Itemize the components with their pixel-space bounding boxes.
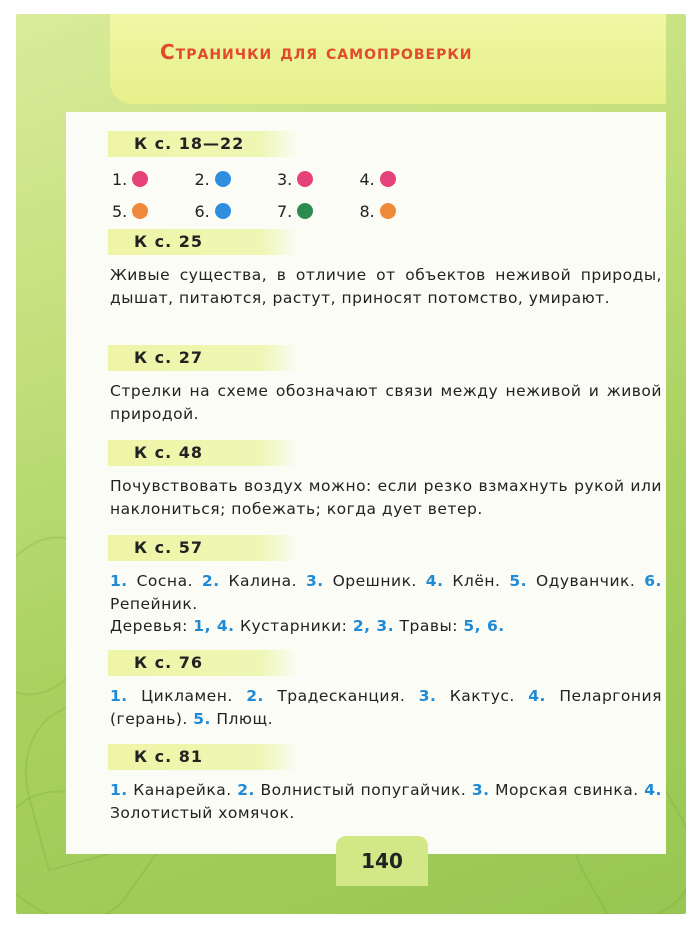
answer-item <box>112 202 195 221</box>
item-number: 5. <box>193 709 211 728</box>
answer-item <box>277 202 360 221</box>
group-label: Травы: <box>399 617 458 635</box>
answer-list <box>110 570 662 638</box>
answer-number: 6. <box>194 201 210 221</box>
answer-dot <box>297 203 313 219</box>
answer-number: 5. <box>112 201 128 221</box>
item-number: 2. <box>237 781 255 799</box>
item-number: 2. <box>246 687 264 705</box>
item-text: Плющ. <box>216 709 274 728</box>
section-header: К с. 57 <box>108 535 298 561</box>
page-number: 140 <box>361 849 403 873</box>
answer-text: Стрелки на схеме обозначают связи между неживой и живой природой. <box>110 382 662 423</box>
answer-row <box>112 195 442 227</box>
item-text: Пеларгония (герань). <box>110 687 662 728</box>
answer-item <box>195 202 278 221</box>
item-number: 3. <box>471 781 490 799</box>
answer-number: 8. <box>359 201 375 221</box>
answer-item <box>277 170 360 189</box>
section-header: К с. 48 <box>108 440 298 466</box>
section-header: К с. 81 <box>108 744 298 770</box>
item-number: 1. <box>110 781 128 799</box>
item-text: Орешник. <box>332 572 417 590</box>
group-numbers: 1, 4. <box>193 617 235 635</box>
group-label: Деревья: <box>110 617 188 635</box>
answer-list <box>110 685 662 730</box>
item-number: 1. <box>110 687 128 705</box>
item-text: Золотистый хомячок. <box>110 803 295 822</box>
answer-text: Почувствовать воздух можно: если резко взмахнуть рукой или наклониться; побежать; когда дует ветер. <box>110 477 662 518</box>
item-text: Клён. <box>452 572 501 590</box>
answer-number: 7. <box>277 201 293 221</box>
item-text: Цикламен. <box>141 687 233 705</box>
item-number: 6. <box>644 572 662 590</box>
section-header: К с. 76 <box>108 650 298 676</box>
item-number: 5. <box>509 572 528 590</box>
answer-text: Живые существа, в отличие от объектов неживой природы, дышат, питаются, растут, приносят потомство, умирают. <box>110 266 662 307</box>
answer-number: 3. <box>277 169 293 189</box>
answer-item <box>360 170 443 189</box>
item-text: Калина. <box>228 572 298 590</box>
answer-dot <box>380 171 396 187</box>
item-text: Репейник. <box>110 594 198 613</box>
answer-number: 4. <box>359 169 375 189</box>
answer-dot <box>132 203 148 219</box>
answer-dot <box>132 171 148 187</box>
item-text: Одуванчик. <box>535 572 636 590</box>
item-number: 4. <box>425 572 444 590</box>
item-number: 3. <box>418 687 437 705</box>
answer-number: 1. <box>112 169 128 189</box>
item-text: Волнистый попугайчик. <box>260 781 467 799</box>
answer-item <box>360 202 443 221</box>
item-text: Канарейка. <box>133 781 232 799</box>
page-title: Странички для самопроверки <box>160 40 473 64</box>
answer-dot <box>215 171 231 187</box>
item-text: Сосна. <box>136 572 193 590</box>
item-text: Традесканция. <box>277 687 406 705</box>
section-header: К с. 27 <box>108 345 298 371</box>
item-text: Морская свинка. <box>495 781 639 799</box>
item-number: 4. <box>644 781 662 799</box>
answer-item <box>195 170 278 189</box>
answer-grid <box>112 163 442 227</box>
answer-dot <box>297 171 313 187</box>
item-text: Кактус. <box>449 687 515 705</box>
section-header: К с. 25 <box>108 229 298 255</box>
group-label: Кустарники: <box>239 617 348 635</box>
item-number: 2. <box>201 572 220 590</box>
item-number: 3. <box>306 572 324 590</box>
answer-number: 2. <box>194 169 210 189</box>
item-number: 4. <box>528 687 546 705</box>
answer-list <box>110 779 662 824</box>
answer-item <box>112 170 195 189</box>
item-number: 1. <box>110 572 128 590</box>
section-header: К с. 18—22 <box>108 131 298 157</box>
answer-dot <box>380 203 396 219</box>
group-numbers: 5, 6. <box>463 617 505 635</box>
answer-row <box>112 163 442 195</box>
answer-dot <box>215 203 231 219</box>
group-numbers: 2, 3. <box>352 617 395 635</box>
